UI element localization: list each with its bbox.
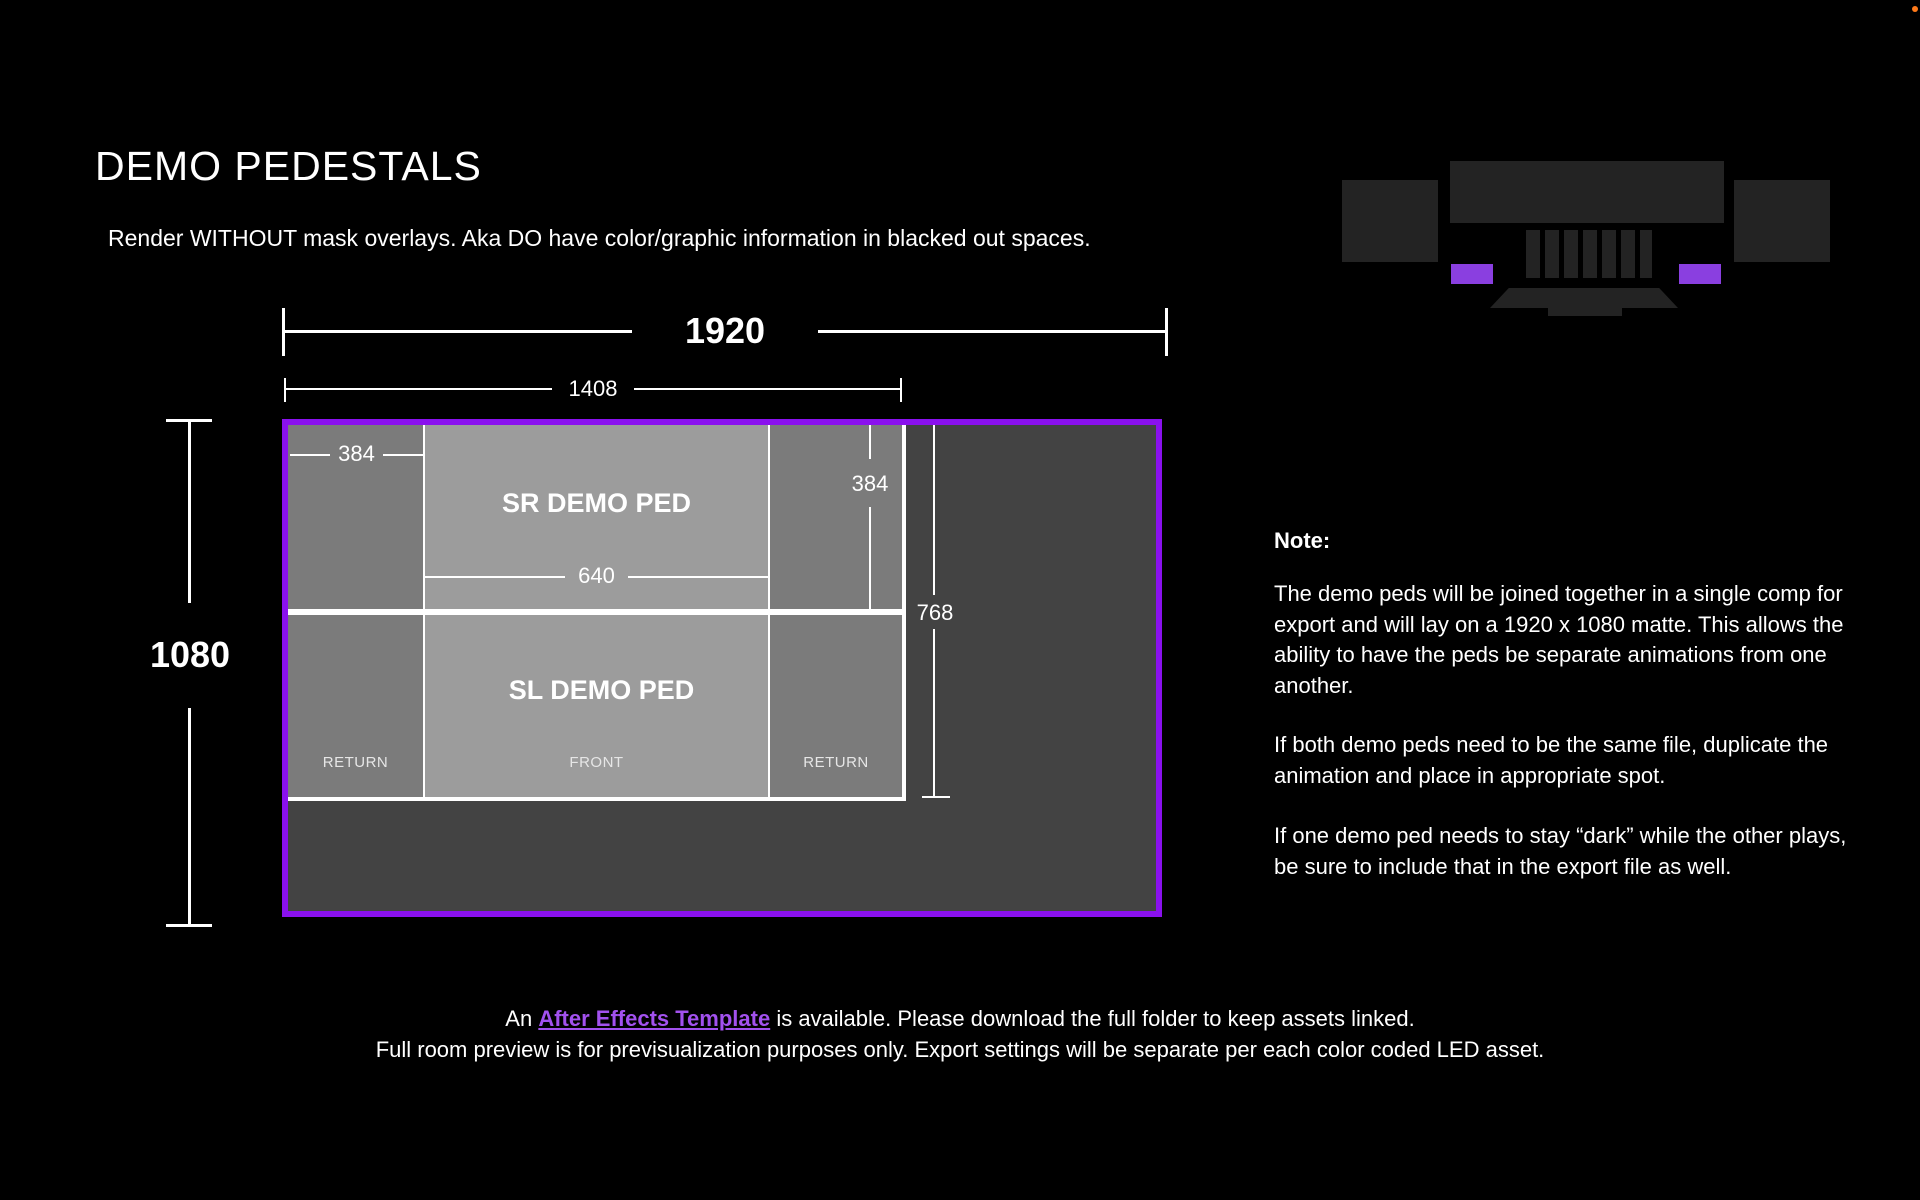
width-total-label: 1920 [684, 310, 766, 351]
return-right-label: RETURN [803, 754, 869, 771]
footer-line-2: Full room preview is for previsualization purposes only. Export settings will be separate per each color coded LED asset. [375, 1037, 1545, 1062]
col-divider-2 [768, 425, 770, 797]
bottom-divider [288, 797, 906, 801]
return-width-label: 384 [338, 441, 375, 466]
preview-right-screen [1734, 180, 1830, 262]
footer-line-1-post: is available. Please download the full folder to keep assets linked. [770, 1006, 1415, 1031]
right-divider [902, 425, 906, 801]
note-paragraph-3: If one demo ped needs to stay “dark” while the other plays, be sure to include that in the export file as well. [1274, 823, 1847, 879]
after-effects-template-link[interactable]: After Effects Template [538, 1006, 771, 1031]
footer-line-1-pre: An [505, 1006, 539, 1031]
return-left-label: RETURN [322, 754, 389, 771]
front-label: FRONT [569, 754, 624, 771]
page-title: DEMO PEDESTALS [95, 143, 482, 189]
height-total-label: 1080 [149, 634, 231, 675]
sl-demo-ped-label: SL DEMO PED [508, 675, 695, 705]
col-divider-1 [423, 425, 425, 797]
page-subtitle: Render WITHOUT mask overlays. Aka DO have color/graphic information in blacked out spaces. [108, 225, 1091, 251]
status-dot [1912, 6, 1918, 12]
preview-center-screen [1450, 161, 1724, 223]
room-preview-thumbnail [1340, 160, 1834, 320]
front-width-label: 640 [578, 563, 615, 588]
sr-return-right [770, 425, 902, 609]
note-paragraph-2: If both demo peds need to be the same file, duplicate the animation and place in appropriate spot. [1274, 732, 1829, 788]
ped-height-label: 768 [916, 600, 954, 625]
matte-canvas [282, 419, 1162, 917]
width-ped-label: 1408 [568, 376, 618, 401]
sr-demo-ped-label: SR DEMO PED [501, 488, 692, 518]
footer-line-1 [0, 1006, 1920, 1032]
preview-demo-ped-left [1451, 264, 1493, 284]
preview-demo-ped-right [1679, 264, 1721, 284]
preview-stage [1490, 288, 1678, 308]
note-heading: Note: [1274, 528, 1331, 553]
row-divider [288, 609, 906, 615]
preview-left-screen [1342, 180, 1438, 262]
note-paragraph-1: The demo peds will be joined together in a single comp for export and will lay on a 1920 x 1080 matte. This allows the ability to have the peds be separate animations from one another. [1274, 581, 1844, 698]
return-height-label: 384 [851, 471, 889, 496]
